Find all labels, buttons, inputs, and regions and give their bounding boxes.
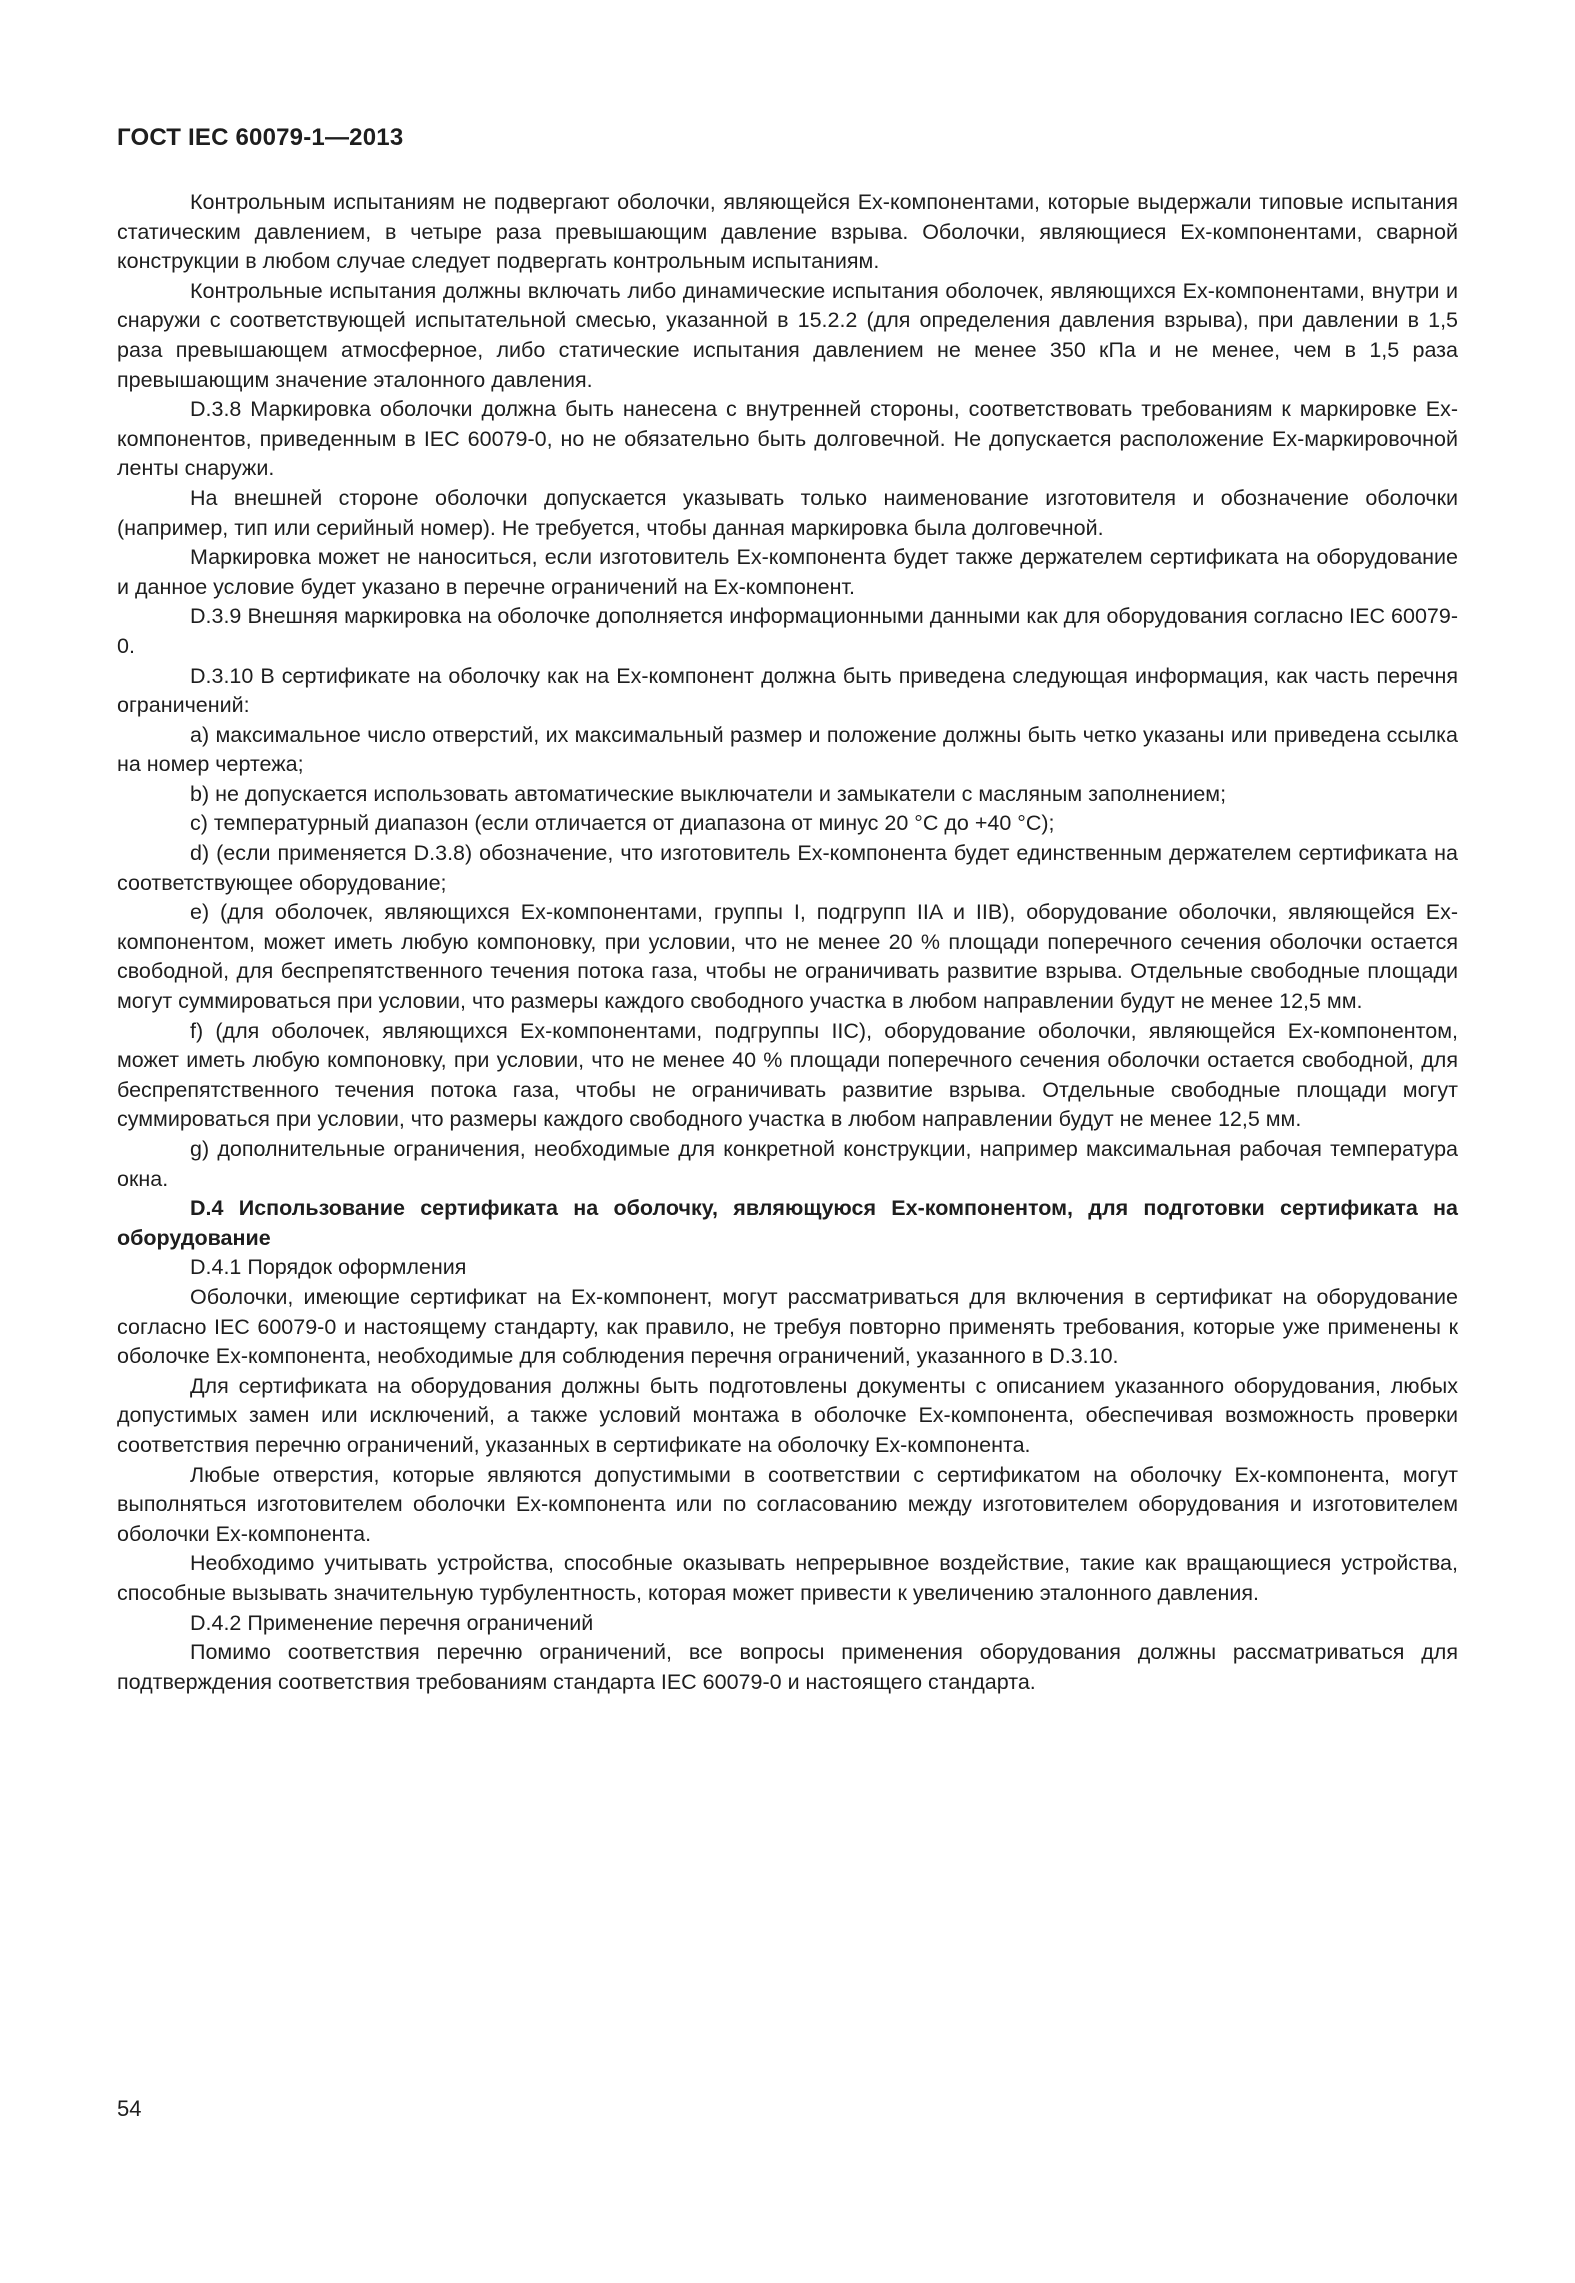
list-item-c: c) температурный диапазон (если отличается от диапазона от минус 20 °С до +40 °С); (190, 811, 1055, 836)
list-item-g: g) дополнительные ограничения, необходимые для конкретной конструкции, например максимальная рабочая температура окна. (117, 1137, 1458, 1191)
list-item-d: d) (если применяется D.3.8) обозначение, что изготовитель Ex-компонента будет единственным держателем сертификата на соответствующее оборудование; (117, 841, 1458, 895)
paragraph: Помимо соответствия перечню ограничений, все вопросы применения оборудования должны рассматриваться для подтверждения соответствия требованиям стандарта IEC 60079-0 и настоящего стандарта. (117, 1640, 1458, 1694)
list-item-f: f) (для оболочек, являющихся Ex-компонентами, подгруппы IIC), оборудование оболочки, являющейся Ex-компонентом, может иметь любую компоновку, при условии, что не менее 40 % площади поперечного сечения оболочки остается свободной, для беспрепятственного течения потока газа, чтобы не ограничивать развитие взрыва. Отдельные свободные площади могут суммироваться при условии, что размеры каждого свободного участка в любом направлении будут не менее 12,5 мм. (117, 1018, 1458, 1132)
paragraph: Контрольным испытаниям не подвергают оболочки, являющейся Ex-компонентами, которые выдержали типовые испытания статическим давлением, в четыре раза превышающим давление взрыва. Оболочки, являющиеся Ex-компонентами, сварной конструкции в любом случае следует подвергать контрольным испытаниям. (117, 190, 1458, 274)
paragraph: Для сертификата на оборудования должны быть подготовлены документы с описанием указанного оборудования, любых допустимых замен или исключений, а также условий монтажа в оболочке Ex-компонента, обеспечивая возможность проверки соответствия перечню ограничений, указанных в сертификате на оболочку Ex-компонента. (117, 1373, 1458, 1457)
paragraph-d-3-10: D.3.10 В сертификате на оболочку как на Ex-компонент должна быть приведена следующая информация, как часть перечня ограничений: (117, 663, 1458, 718)
subsection-title-d-4-1: D.4.1 Порядок оформления (190, 1255, 467, 1280)
paragraph: Необходимо учитывать устройства, способные оказывать непрерывное воздействие, такие как вращающиеся устройства, способные вызывать значительную турбулентность, которая может привести к увеличению эталонного давления. (117, 1551, 1458, 1605)
paragraph: Любые отверстия, которые являются допустимыми в соответствии с сертификатом на оболочку Ex-компонента, могут выполняться изготовителем оболочки Ex-компонента или по согласованию между изготовителем оборудования и изготовителем оболочки Ex-компонента. (117, 1462, 1458, 1546)
paragraph: Маркировка может не наноситься, если изготовитель Ex-компонента будет также держателем сертификата на оборудование и данное условие будет указано в перечне ограничений на Ex-компонент. (117, 545, 1458, 599)
section-heading-d-4: D.4 Использование сертификата на оболочку, являющуюся Ex-компонентом, для подготовки сертификата на оборудование (117, 1196, 1458, 1250)
page-number: 54 (117, 2096, 142, 2121)
paragraph: Контрольные испытания должны включать либо динамические испытания оболочек, являющихся Ex-компонентами, внутри и снаружи с соответствующей испытательной смесью, указанной в 15.2.2 (для определения давления взрыва), при давлении в 1,5 раза превышающем атмосферное, либо статические испытания давлением не менее 350 кПа и не менее, чем в 1,5 раза превышающим значение эталонного давления. (117, 278, 1458, 392)
paragraph-d-3-8: D.3.8 Маркировка оболочки должна быть нанесена с внутренней стороны, соответствовать требованиям к маркировке Ex-компонентов, приведенным в IEC 60079-0, но не обязательно быть долговечной. Не допускается расположение Ex-маркировочной ленты снаружи. (117, 397, 1458, 481)
paragraph: На внешней стороне оболочки допускается указывать только наименование изготовителя и обозначение оболочки (например, тип или серийный номер). Не требуется, чтобы данная маркировка была долговечной. (117, 485, 1458, 540)
document-body (117, 188, 1458, 1697)
subsection-title-d-4-2: D.4.2 Применение перечня ограничений (190, 1610, 594, 1635)
list-item-e: e) (для оболочек, являющихся Ex-компонентами, группы I, подгрупп IIA и IIB), оборудование оболочки, являющейся Ex-компонентом, может иметь любую компоновку, при условии, что не менее 20 % площади поперечного сечения оболочки остается свободной, для беспрепятственного течения потока газа, чтобы не ограничивать развитие взрыва. Отдельные свободные площади могут суммироваться при условии, что размеры каждого свободного участка в любом направлении будут не менее 12,5 мм. (117, 900, 1458, 1014)
page-header: ГОСТ IEC 60079-1—2013 (117, 124, 404, 151)
list-item-a: a) максимальное число отверстий, их максимальный размер и положение должны быть четко указаны или приведена ссылка на номер чертежа; (117, 722, 1458, 777)
list-item-b: b) не допускается использовать автоматические выключатели и замыкатели с масляным заполнением; (190, 781, 1227, 806)
paragraph: Оболочки, имеющие сертификат на Ex-компонент, могут рассматриваться для включения в сертификат на оборудование согласно IEC 60079-0 и настоящему стандарту, как правило, не требуя повторно применять требования, которые уже применены к оболочке Ex-компонента, необходимые для соблюдения перечня ограничений, указанного в D.3.10. (117, 1284, 1458, 1369)
paragraph-d-3-9: D.3.9 Внешняя маркировка на оболочке дополняется информационными данными как для оборудования согласно IEC 60079-0. (117, 604, 1458, 658)
